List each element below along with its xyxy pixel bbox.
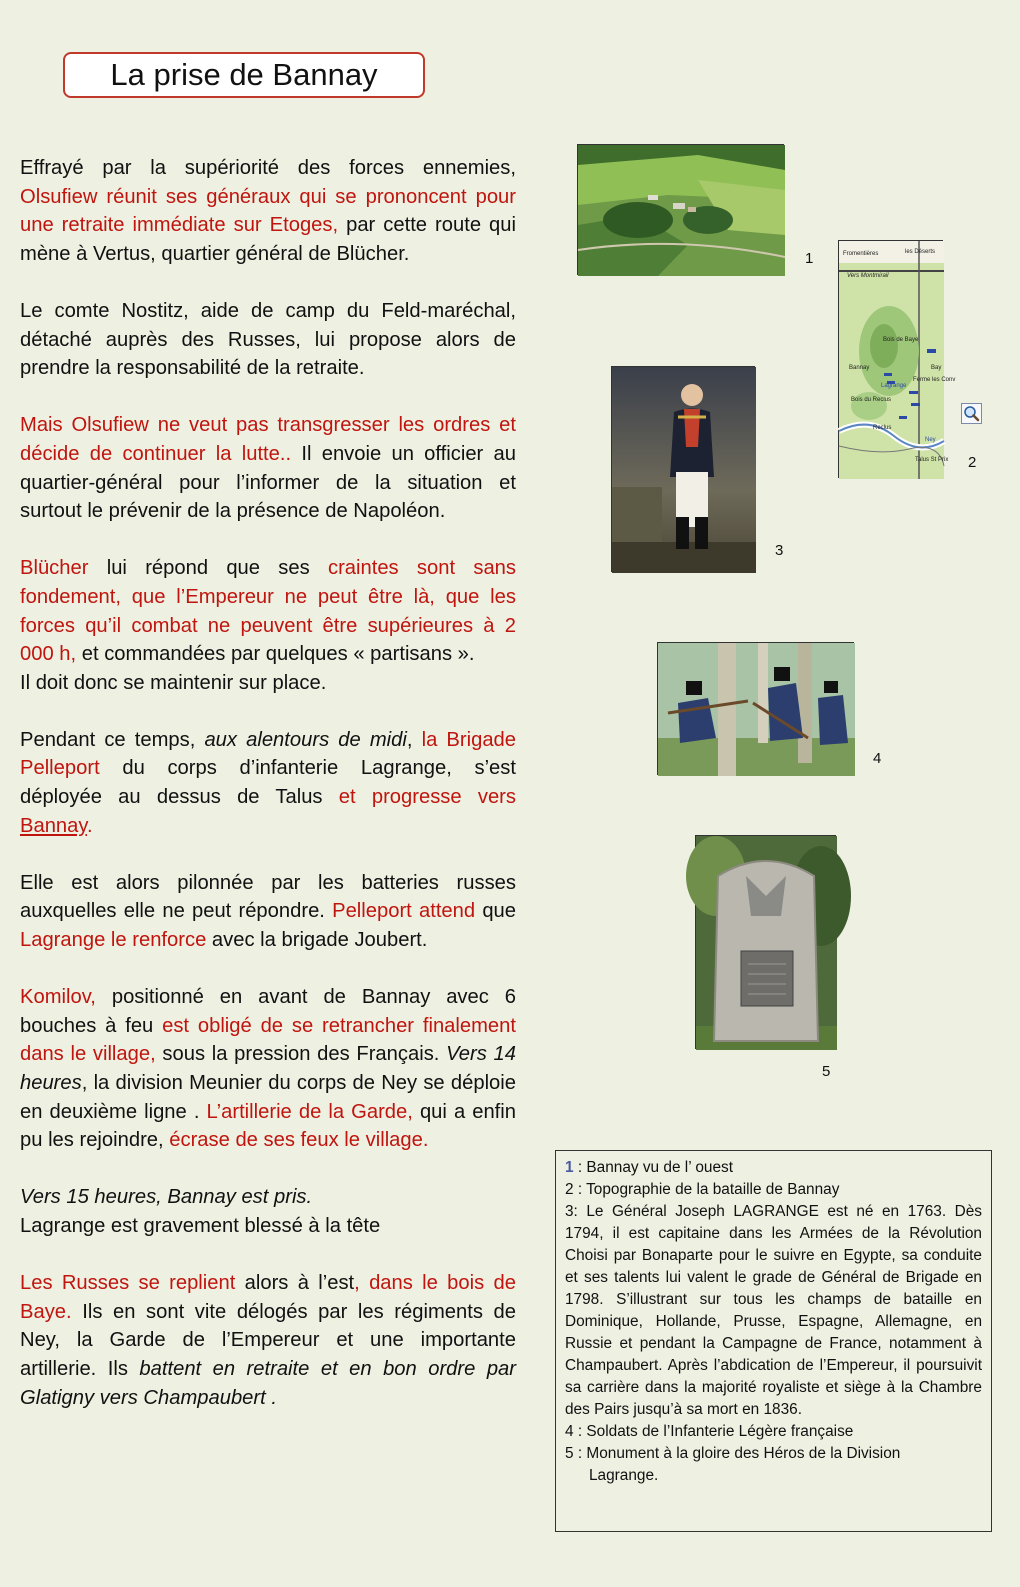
text-run: avec la brigade Joubert. (206, 929, 428, 952)
text-run: . (265, 1386, 277, 1409)
paragraph-4 (20, 554, 516, 697)
light-infantry-painting (657, 642, 854, 775)
figure-number-4: 4 (873, 750, 882, 767)
figure-number-5: 5 (822, 1063, 831, 1080)
text-run: écrase de ses feux le village. (169, 1129, 429, 1152)
map-label: Fromentières (843, 251, 879, 257)
text-run: battent en retraite et en bon ordre par Glatigny vers Champaubert (20, 1357, 516, 1409)
text-run: Pendant ce temps, (20, 728, 205, 751)
paragraph-9 (20, 1269, 516, 1412)
text-run: qui a enfin pu les rejoindre, (20, 1100, 517, 1152)
caption-3: 3: Le Général Joseph LAGRANGE est né en 1763. Dès 1794, il est capitaine dans les Armées de la Révolution Choisi par Bonaparte pour le suivre en Egypte, sa conduite et ses talents lui valent le grade de Général de Brigade en 1798. S’illustrant sur tous les champs de bataille en Dominique, Hollande, Prusse, Espagne, Allemagne, en Russie et pendant la Campagne de France, notamment à Champaubert. Après l’abdication de l’Empereur, il poursuivit sa carrière dans la majorité royaliste et siège à la Chambre des Pairs jusqu’à sa mort en 1836. (565, 1203, 982, 1418)
map-label: Vers Montmirail (847, 273, 889, 279)
text-run: et progresse vers (338, 786, 517, 809)
figure-number-1: 1 (805, 250, 814, 267)
paragraph-7 (20, 983, 516, 1155)
text-run: sous la pression des Français. (155, 1043, 447, 1066)
text-run: L’artillerie de la Garde, (206, 1100, 413, 1123)
caption-4: 4 : Soldats de l’Infanterie Légère française (565, 1423, 854, 1440)
text-run: Vers 15 heures, Bannay est pris. (20, 1186, 313, 1209)
text-run: Il envoie un officier au quartier-général pour l’informer de la situation et surtout le prévenir de la présence de Napoléon. (20, 442, 516, 523)
text-run: par cette route qui mène à Vertus, quartier général de Blücher. (20, 214, 516, 265)
text-run: Olsufiew réunit ses généraux qui se prononcent pour une retraite immédiate sur Etoges, (20, 185, 516, 237)
caption-2: 2 : Topographie de la bataille de Bannay (565, 1181, 840, 1198)
text-run: la Brigade Pelleport (20, 728, 517, 780)
text-run: Vers 14 heures (20, 1043, 516, 1094)
page-title: La prise de Bannay (63, 52, 425, 98)
map-label: les Déserts (905, 249, 936, 255)
text-run: est obligé de se retrancher finalement dans le village, (20, 1014, 516, 1066)
map-label: Bois de Baye (883, 337, 919, 343)
text-run: Effrayé par la supériorité des forces ennemies, (20, 157, 516, 179)
battle-map (838, 240, 956, 478)
text-run: Lagrange est gravement blessé à la tête (20, 1214, 381, 1237)
text-run: Pelleport attend (332, 900, 476, 923)
text-run: Elle est alors pilonnée par les batteries russes auxquelles elle ne peut répondre. (20, 871, 516, 923)
caption-text: : Bannay vu de l’ ouest (573, 1159, 733, 1176)
text-run: Lagrange le renforce (20, 929, 207, 952)
figure-number-2: 2 (968, 454, 977, 471)
main-text (20, 154, 516, 1441)
text-run: Komilov, (20, 986, 96, 1009)
text-run: lui répond que ses (88, 557, 328, 580)
map-label: Bay (931, 365, 942, 371)
map-label: Bois du Reclus (851, 397, 892, 403)
text-run: Mais Olsufiew ne veut pas transgresser les ordres et décide de continuer la lutte.. (20, 414, 516, 465)
map-label: Bannay (849, 365, 870, 371)
text-run: Bannay (20, 814, 87, 837)
caption-1 (565, 1157, 982, 1179)
text-run: que (475, 900, 517, 923)
map-label: Lagrange (881, 383, 907, 389)
map-label: Talus St Prix (915, 457, 949, 463)
aerial-photo-bannay (577, 144, 784, 275)
paragraph-6 (20, 869, 516, 955)
paragraph-5 (20, 726, 516, 840)
figure-number-3: 3 (775, 542, 784, 559)
text-run: , (406, 728, 422, 751)
paragraph-8 (20, 1183, 516, 1240)
text-run: du corps d’infanterie Lagrange, s’est déployée au dessus de Talus (20, 757, 516, 809)
text-run: Blücher (20, 557, 89, 580)
paragraph-1 (20, 154, 516, 268)
text-run: Les Russes se replient (20, 1272, 236, 1295)
caption-number: 1 (565, 1159, 574, 1176)
text-run: Ils en sont vite délogés par les régiments de Ney, la Garde de l’Empereur et une importante artillerie. Ils (20, 1300, 516, 1380)
text-run: , dans le bois de Baye. (20, 1272, 516, 1323)
paragraph-3 (20, 411, 516, 525)
paragraph-2: Le comte Nostitz, aide de camp du Feld-maréchal, détaché auprès des Russes, lui propose alors de prendre la responsabilité de la retraite. (20, 299, 516, 380)
map-label: Reclus (873, 425, 892, 431)
map-label: Ferme les Conv (913, 377, 956, 383)
text-run: positionné en avant de Bannay avec 6 bouches à feu (20, 986, 516, 1037)
text-run: , la division Meunier du corps de Ney se déploie en deuxième ligne . (20, 1072, 516, 1123)
magnifier-icon[interactable] (961, 403, 982, 424)
caption-5-continued: Lagrange. (589, 1467, 659, 1484)
text-run: Il doit donc se maintenir sur place. (20, 671, 327, 694)
captions-box (555, 1150, 992, 1532)
map-label: Ney (925, 437, 936, 443)
division-monument-photo (695, 835, 836, 1049)
text-run: et commandées par quelques « partisans ». (76, 643, 475, 666)
text-run: aux alentours de midi (204, 728, 407, 751)
caption-5: 5 : Monument à la gloire des Héros de la Division (565, 1445, 901, 1462)
text-run: alors à l’est (235, 1272, 355, 1295)
portrait-general-lagrange (611, 366, 755, 572)
text-run: . (86, 814, 93, 837)
text-run: craintes sont sans fondement, que l’Empereur ne peut être là, que les forces qu’il combat ne peuvent être supérieures à 2 000 h, (20, 557, 516, 666)
